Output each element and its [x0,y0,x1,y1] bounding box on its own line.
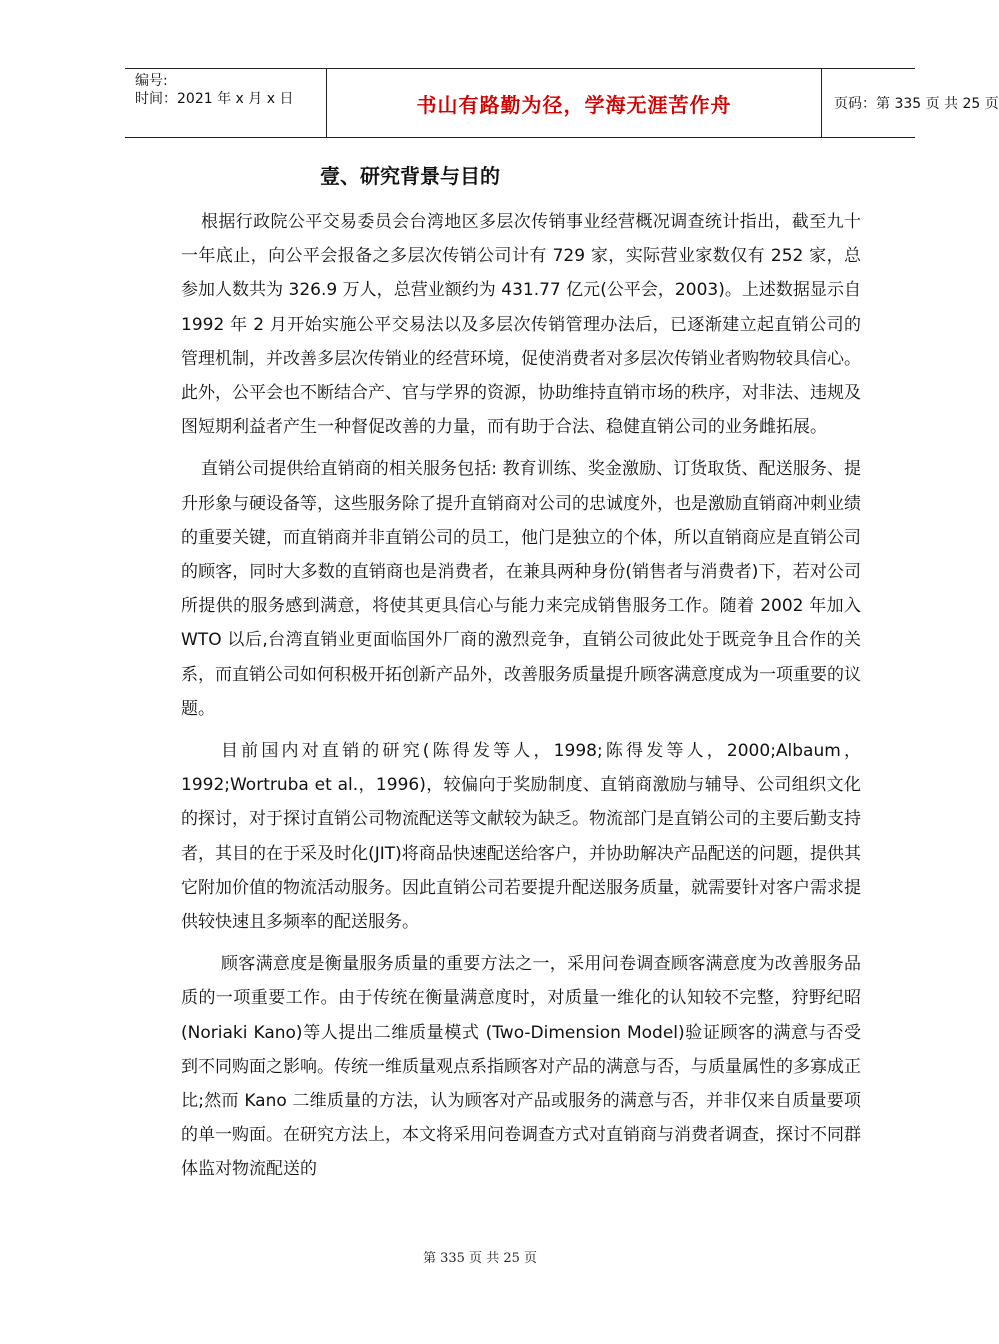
header-motto-cell [327,69,822,137]
footer-page-number: 第 335 页 共 25 页 [422,1251,538,1266]
document-number-label: 编号: [135,73,168,89]
header-meta-cell [125,69,327,137]
paragraph-2: 直销公司提供给直销商的相关服务包括: 教育训练、奖金激励、订货取货、配送服务、提升形象与硬设备等，这些服务除了提升直销商对公司的忠诚度外，也是激励直销商冲刺业绩的重要关键，而直销商并非直销公司的员工，他门是独立的个体，所以直销商应是直销公司的顾客，同时大多数的直销商也是消费者，在兼具两种身份(销售者与消费者)下，若对公司所提供的服务感到满意，将使其更具信心与能力来完成销售服务工作。随着 2002 年加入 WTO 以后,台湾直销业更面临国外厂商的激烈竞争，直销公司彼此处于既竞争且合作的关系，而直销公司如何积极开拓创新产品外，改善服务质量提升顾客满意度成为一项重要的议题。 [181,459,861,719]
section-title-wrap [0,160,950,189]
header-page-info: 页码：第 335 页 共 25 页 [834,96,999,112]
paragraph-4: 顾客满意度是衡量服务质量的重要方法之一，采用问卷调查顾客满意度为改善服务品质的一项重要工作。由于传统在衡量满意度时，对质量一维化的认知较不完整，狩野纪昭 (Noriaki Kano)等人提出二维质量模式 (Two-Dimension Model)验证顾客的满意与否受到不同购面之影响。传统一维质量观点系指顾客对产品的满意与否，与质量属性的多寡成正比;然而 Kano 二维质量的方法，认为顾客对产品或服务的满意与否，并非仅来自质量要项的单一购面。在研究方法上，本文将采用问卷调查方式对直销商与消费者调查，探讨不同群体监对物流配送的 [181,954,861,1180]
section-title: 壹、研究背景与目的 [320,164,500,188]
paragraph-1: 根据行政院公平交易委员会台湾地区多层次传销事业经营概况调查统计指出，截至九十一年底止，向公平会报备之多层次传销公司计有 729 家，实际营业家数仅有 252 家，总参加人数共为 326.9 万人，总营业额约为 431.77 亿元(公平会，2003)。上述数据显示自 1992 年 2 月开始实施公平交易法以及多层次传销管理办法后，已逐渐建立起直销公司的管理机制，并改善多层次传销业的经营环境，促使消费者对多层次传销业者购物较具信心。此外，公平会也不断结合产、官与学界的资源，协助维持直销市场的秩序，对非法、违规及图短期利益者产生一种督促改善的力量，而有助于合法、稳健直销公司的业务雌拓展。 [181,212,861,438]
motto-text: 书山有路勤为径，学海无涯苦作舟 [416,92,732,117]
paragraph-3: 目前国内对直销的研究(陈得发等人，1998;陈得发等人，2000;Albaum，1992;Wortruba et al.，1996)，较偏向于奖励制度、直销商激励与辅导、公司组织文化的探讨，对于探讨直销公司物流配送等文献较为缺乏。物流部门是直销公司的主要后勤支持者，其目的在于采及时化(JIT)将商品快速配送给客户，并协助解决产品配送的问题，提供其它附加价值的物流活动服务。因此直销公司若要提升配送服务质量，就需要针对客户需求提供较快速且多频率的配送服务。 [181,741,861,933]
header-page-cell [822,69,999,137]
page-header [125,68,999,138]
page-footer [0,1247,950,1266]
document-body [181,205,861,1187]
document-time-label: 时间：2021 年 x 月 x 日 [135,91,294,107]
